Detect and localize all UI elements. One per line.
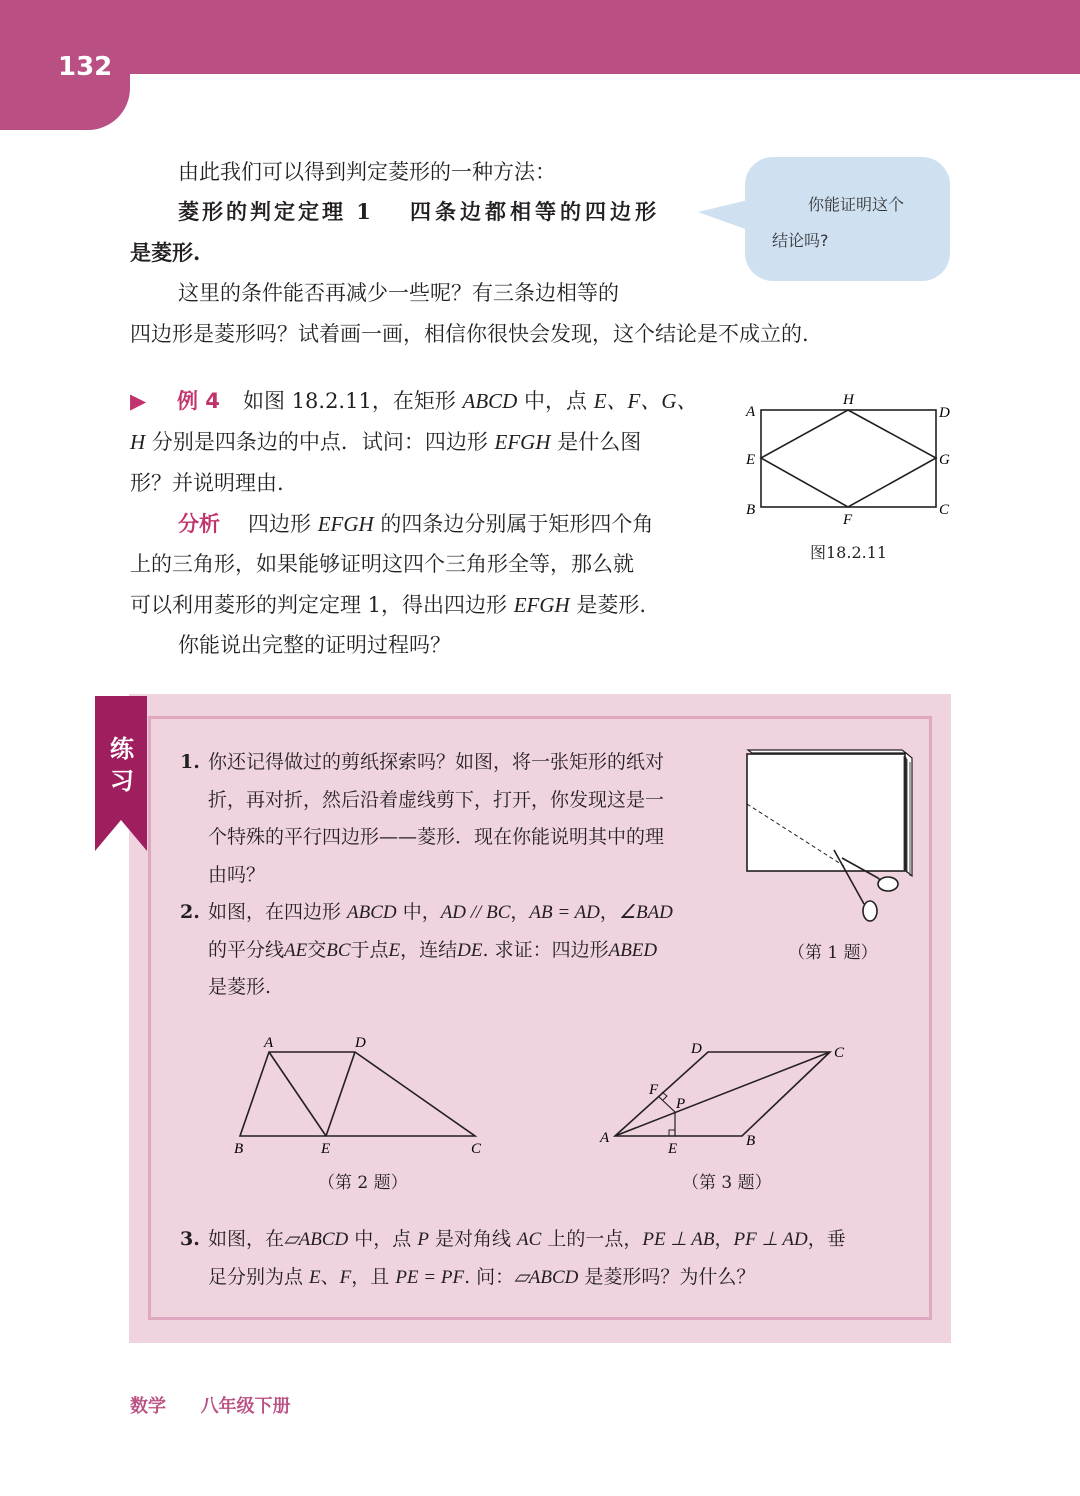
- header-band: [0, 0, 1080, 74]
- q1-line-4: 由吗？: [208, 864, 266, 886]
- figure-folded-paper: [742, 748, 914, 928]
- footer-grade: 八年级下册: [200, 1396, 291, 1417]
- fig-label-c: C: [939, 502, 950, 518]
- q3-line-1: 如图，在▱ABCD 中，点 P 是对角线 AC 上的一点，PE ⊥ AB，PF ⊥ AD，垂: [208, 1228, 846, 1250]
- figure-q3-parallelogram: [595, 1036, 860, 1156]
- q3-label-a: A: [600, 1130, 610, 1146]
- callout-line-2: 结论吗?: [772, 231, 829, 250]
- example-line-3: 形？并说明理由.: [130, 471, 284, 495]
- theorem-text-cont: 是菱形.: [130, 240, 201, 265]
- q3-label-e: E: [668, 1141, 678, 1156]
- paragraph-question-cont: 四边形是菱形吗？试着画一画，相信你很快会发现，这个结论是不成立的.: [130, 322, 809, 346]
- q3-label-f: F: [649, 1082, 659, 1098]
- example-line-1: 如图 18.2.11，在矩形 ABCD 中，点 E、F、G、: [243, 389, 698, 413]
- q1-caption: （第 1 题）: [788, 943, 878, 963]
- fig-label-a: A: [746, 404, 756, 420]
- q2-line-2: 的平分线AE交BC于点E，连结DE. 求证：四边形ABED: [208, 939, 658, 961]
- page-number: 132: [58, 52, 113, 82]
- example-label: 例 4: [177, 389, 220, 413]
- analysis-label: 分析: [178, 512, 220, 536]
- q2-label-b: B: [234, 1141, 244, 1157]
- q2-line-3: 是菱形.: [208, 976, 272, 998]
- analysis-line-1: 四边形 EFGH 的四条边分别属于矩形四个角: [248, 512, 654, 536]
- q2-caption: （第 2 题）: [318, 1173, 408, 1193]
- analysis-line-2: 上的三角形，如果能够证明这四个三角形全等，那么就: [130, 552, 634, 576]
- q2-label-a: A: [264, 1035, 274, 1051]
- callout-tail: [698, 200, 748, 230]
- q2-label-c: C: [471, 1141, 482, 1157]
- callout-bubble: [745, 157, 950, 281]
- fig-label-g: G: [939, 452, 950, 468]
- theorem-text: 四条边都相等的四边形: [410, 199, 660, 224]
- q2-line-1: 如图，在四边形 ABCD 中，AD // BC，AB = AD，∠BAD: [208, 901, 673, 923]
- fig-label-b: B: [746, 502, 756, 518]
- q3-label-p: P: [676, 1096, 686, 1112]
- paragraph-question: 这里的条件能否再减少一些呢？有三条边相等的: [178, 281, 619, 305]
- q3-label-d: D: [691, 1041, 702, 1057]
- fig-label-f: F: [843, 512, 853, 528]
- q3-number: 3.: [180, 1228, 200, 1250]
- figure-rectangle-rhombus: [730, 385, 970, 530]
- q3-line-2: 足分别为点 E、F，且 PE = PF. 问：▱ABCD 是菱形吗？为什么？: [208, 1266, 756, 1288]
- q3-caption: （第 3 题）: [682, 1173, 772, 1193]
- q3-label-b: B: [746, 1133, 756, 1149]
- callout-line-1: 你能证明这个: [808, 195, 905, 214]
- fig-label-e: E: [746, 452, 756, 468]
- fig-label-h: H: [843, 392, 854, 408]
- q2-label-d: D: [355, 1035, 366, 1051]
- q1-line-1: 你还记得做过的剪纸探索吗？如图，将一张矩形的纸对: [208, 751, 665, 773]
- footer-subject: 数学: [130, 1396, 166, 1417]
- paragraph-intro: 由此我们可以得到判定菱形的一种方法：: [178, 160, 556, 184]
- q2-label-e: E: [321, 1141, 331, 1157]
- q3-label-c: C: [834, 1045, 845, 1061]
- q2-number: 2.: [180, 901, 200, 923]
- example-question: 你能说出完整的证明过程吗？: [178, 633, 451, 657]
- q1-number: 1.: [180, 751, 200, 773]
- q1-line-3: 个特殊的平行四边形——菱形．现在你能说明其中的理: [208, 826, 665, 848]
- example-line-2: H 分别是四条边的中点．试问：四边形 EFGH 是什么图: [130, 430, 642, 454]
- footer: [130, 1392, 291, 1418]
- q1-line-2: 折，再对折，然后沿着虚线剪下，打开，你发现这是一: [208, 789, 665, 811]
- exercise-tag: 练 习: [110, 735, 134, 795]
- example-marker-icon: ▶: [130, 389, 147, 413]
- analysis-line-3: 可以利用菱形的判定定理 1，得出四边形 EFGH 是菱形.: [130, 593, 647, 617]
- fig-label-d: D: [939, 405, 950, 421]
- theorem-label: 菱形的判定定理 1: [178, 199, 374, 224]
- figure-q2-quadrilateral: [225, 1030, 495, 1160]
- figure-caption: 图18.2.11: [810, 543, 888, 562]
